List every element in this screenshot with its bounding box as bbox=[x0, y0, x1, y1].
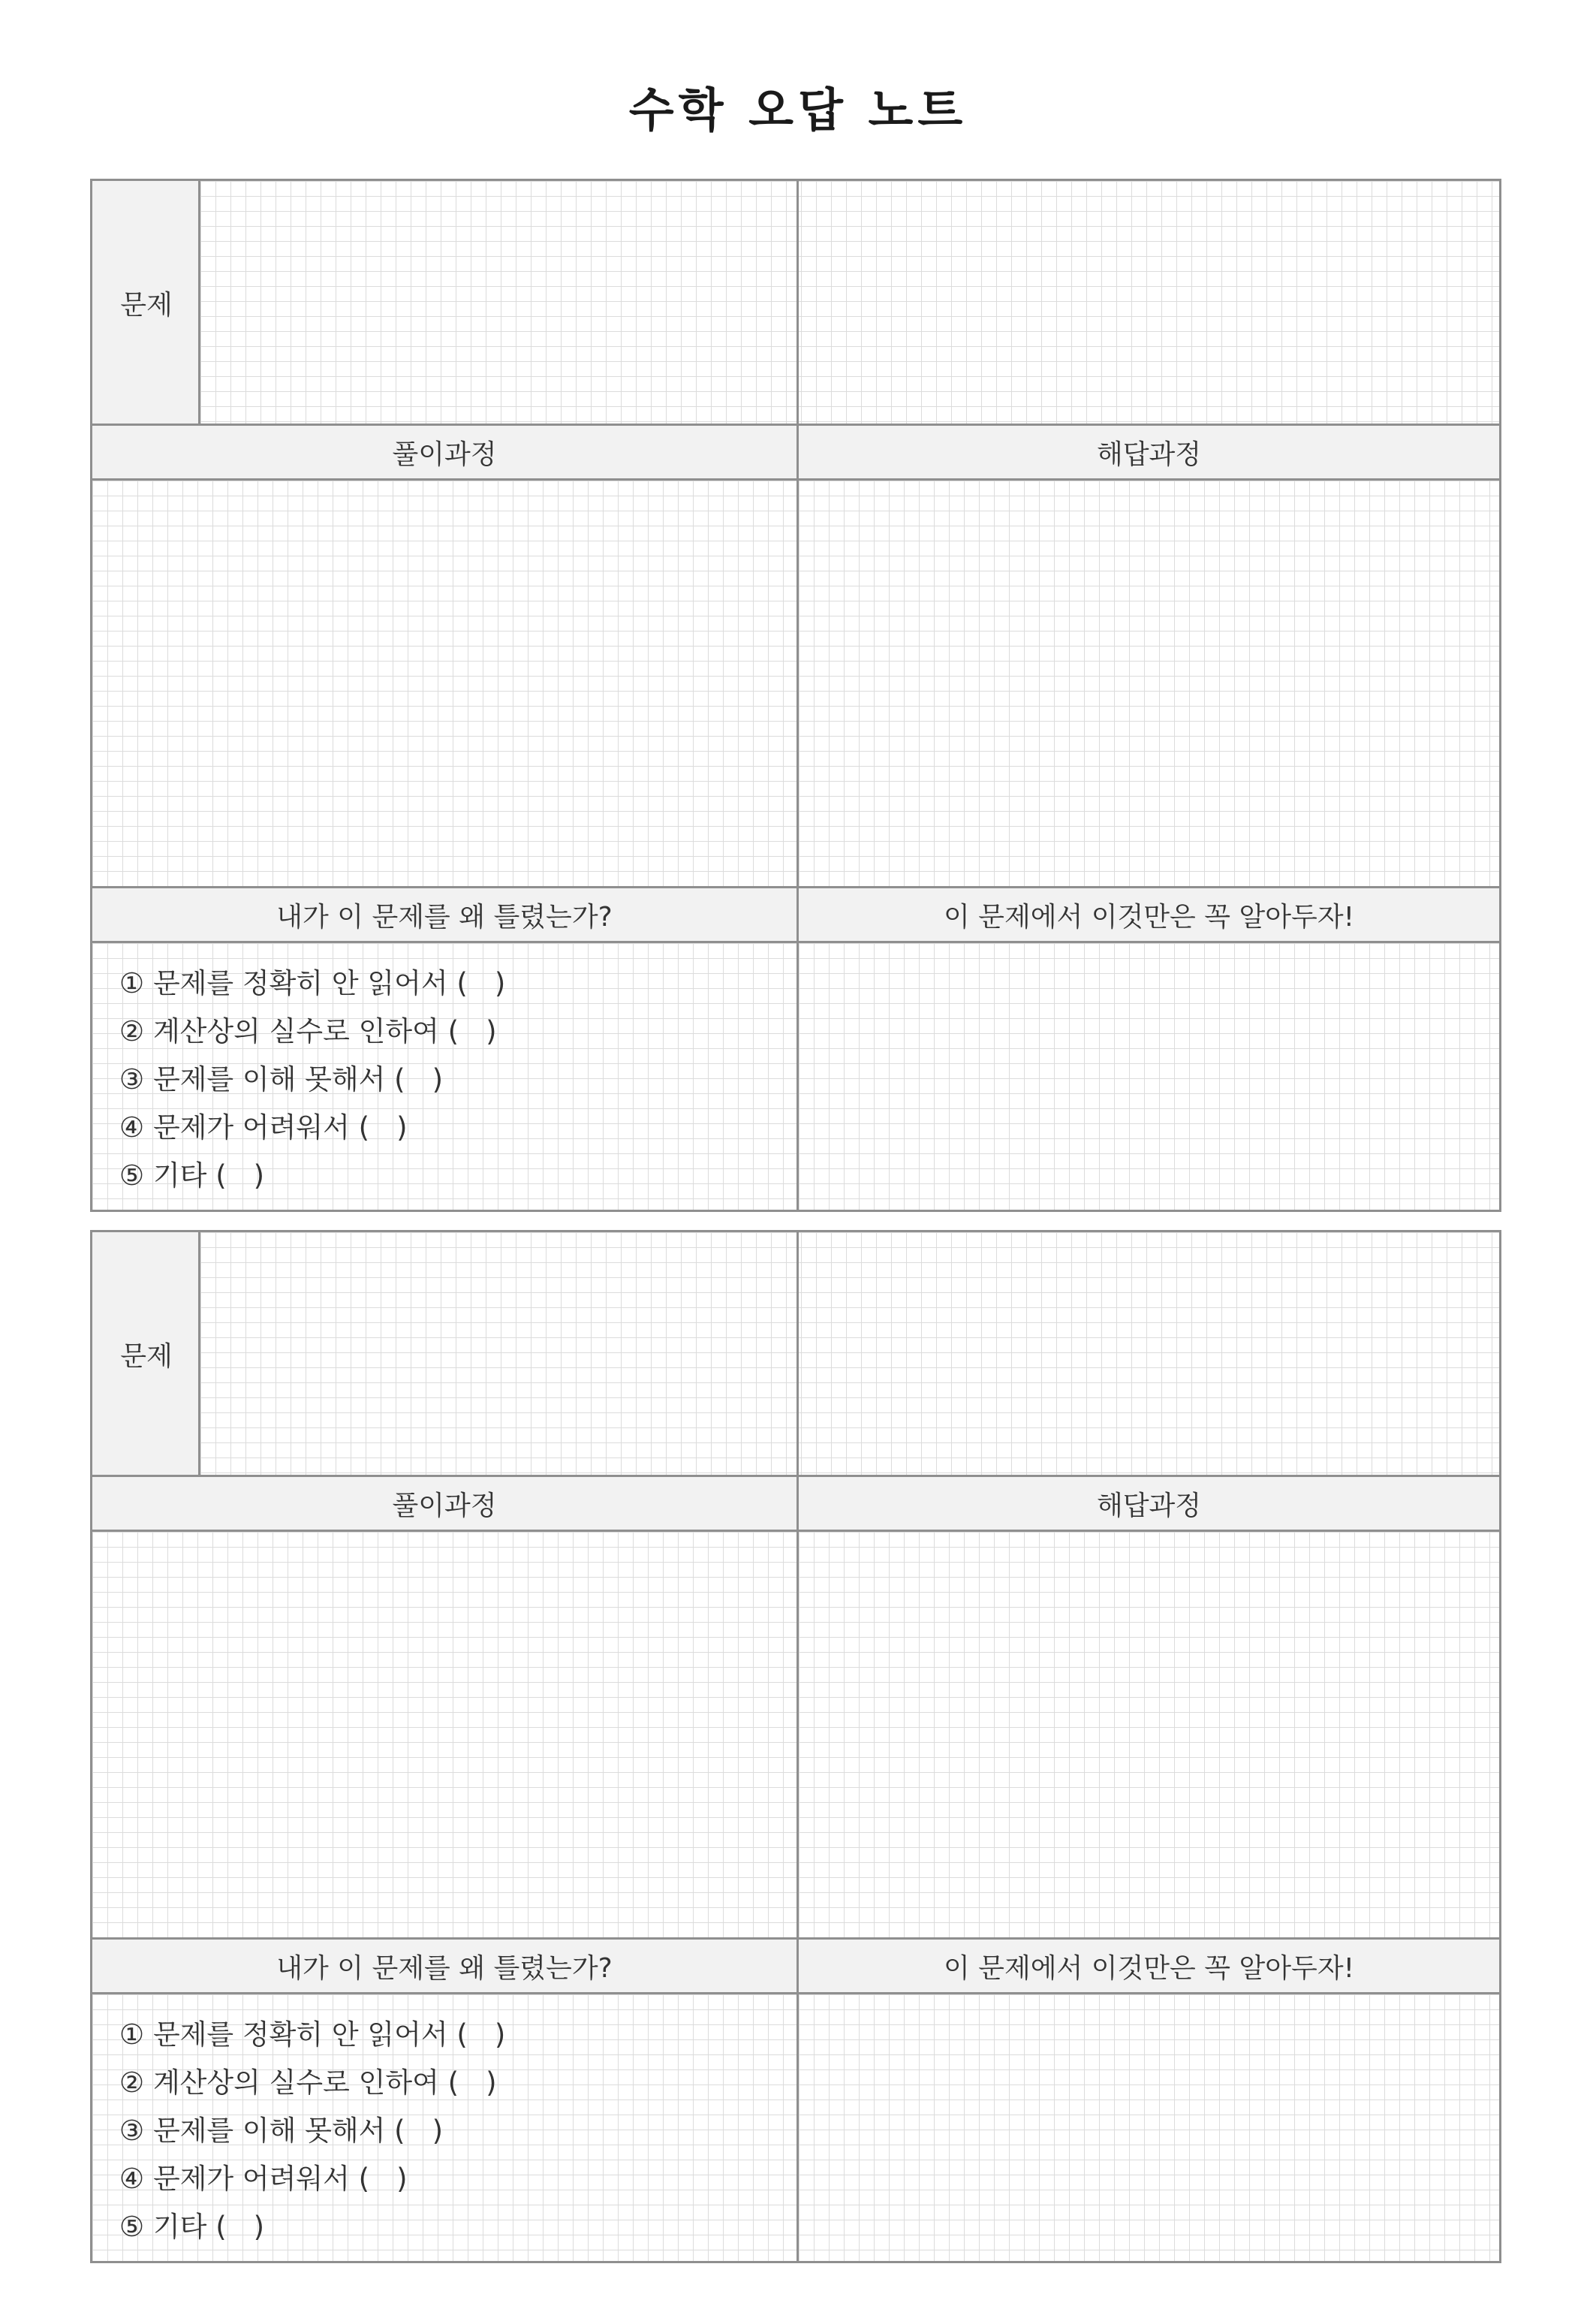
problem-label: 문제 bbox=[92, 181, 200, 425]
reason-item[interactable]: ⑤ 기타 ( ) bbox=[119, 1159, 265, 1192]
problem-area[interactable] bbox=[200, 1232, 1499, 1476]
why-wrong-area bbox=[92, 1994, 796, 2261]
reason-item[interactable]: ② 계산상의 실수로 인하여 ( ) bbox=[119, 2066, 497, 2099]
why-wrong-header: 내가 이 문제를 왜 틀렸는가? bbox=[92, 888, 796, 941]
must-know-area[interactable] bbox=[799, 943, 1499, 1210]
problem-label: 문제 bbox=[92, 1232, 200, 1476]
reason-item[interactable]: ③ 문제를 이해 못해서 ( ) bbox=[119, 1063, 444, 1096]
reason-item[interactable]: ⑤ 기타 ( ) bbox=[119, 2211, 265, 2243]
answer-process-header: 해답과정 bbox=[799, 1477, 1499, 1530]
problem-area[interactable] bbox=[200, 181, 1499, 425]
why-wrong-header: 내가 이 문제를 왜 틀렸는가? bbox=[92, 1940, 796, 1992]
must-know-header: 이 문제에서 이것만은 꼭 알아두자! bbox=[799, 888, 1499, 941]
solution-process-header: 풀이과정 bbox=[92, 1477, 796, 1530]
must-know-header: 이 문제에서 이것만은 꼭 알아두자! bbox=[799, 1940, 1499, 1992]
solution-process-area[interactable] bbox=[92, 481, 796, 886]
must-know-area[interactable] bbox=[799, 1994, 1499, 2261]
solution-process-header: 풀이과정 bbox=[92, 426, 796, 478]
reason-item[interactable]: ② 계산상의 실수로 인하여 ( ) bbox=[119, 1015, 497, 1047]
reason-item[interactable]: ④ 문제가 어려워서 ( ) bbox=[119, 1111, 408, 1144]
answer-process-area[interactable] bbox=[799, 1532, 1499, 1937]
reason-item[interactable]: ③ 문제를 이해 못해서 ( ) bbox=[119, 2115, 444, 2147]
solution-process-area[interactable] bbox=[92, 1532, 796, 1937]
note-sheet-2 bbox=[90, 1230, 1501, 2263]
reason-item[interactable]: ④ 문제가 어려워서 ( ) bbox=[119, 2163, 408, 2195]
page-title: 수학 오답 노트 bbox=[628, 83, 968, 137]
answer-process-header: 해답과정 bbox=[799, 426, 1499, 478]
reason-list bbox=[119, 960, 505, 1200]
note-sheet-1 bbox=[90, 179, 1501, 1212]
reason-item[interactable]: ① 문제를 정확히 안 읽어서 ( ) bbox=[119, 967, 506, 999]
reason-item[interactable]: ① 문제를 정확히 안 읽어서 ( ) bbox=[119, 2018, 506, 2051]
answer-process-area[interactable] bbox=[799, 481, 1499, 886]
reason-list bbox=[119, 2011, 505, 2251]
why-wrong-area bbox=[92, 943, 796, 1210]
